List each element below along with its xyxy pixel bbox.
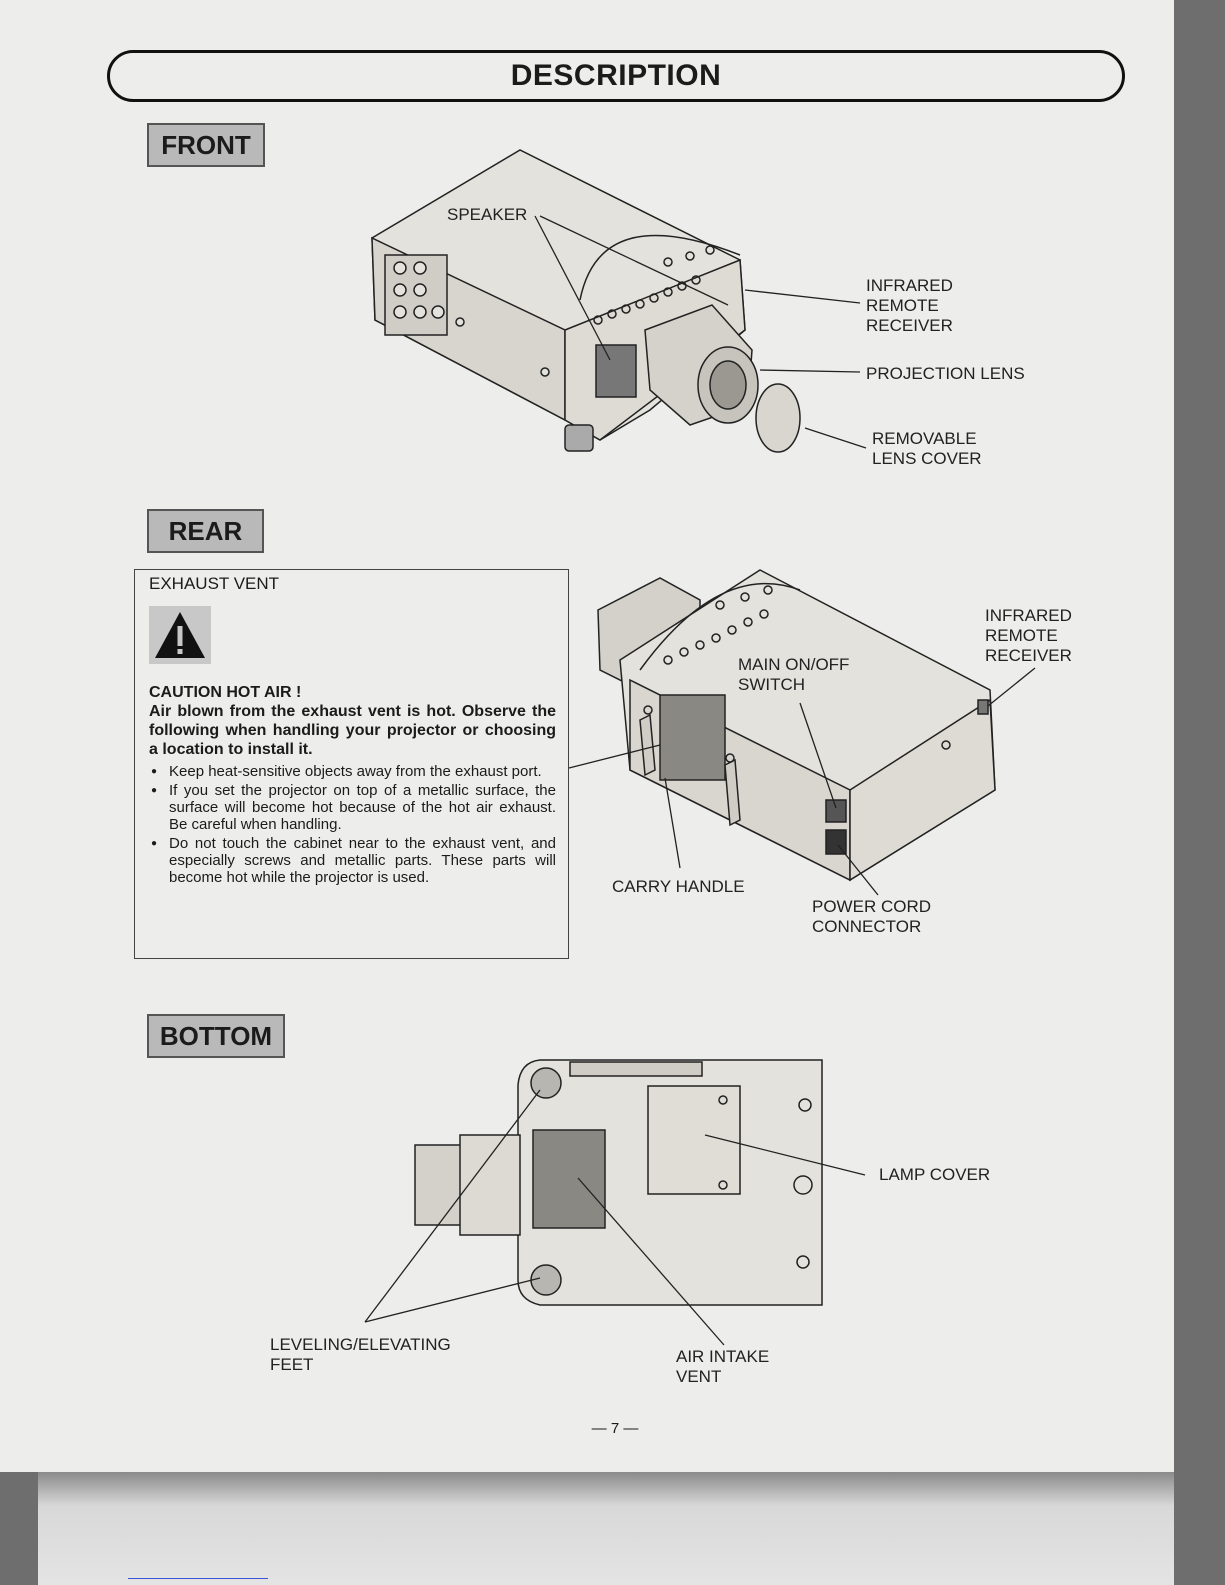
exhaust-vent-label: EXHAUST VENT bbox=[149, 574, 280, 593]
caution-bullet: ● Do not touch the cabinet near to the exhaust vent, and especially screws and metallic parts. These parts will become hot while the projector is used. bbox=[149, 835, 556, 886]
label-infrared-receiver-front: INFRARED REMOTE RECEIVER bbox=[866, 276, 953, 335]
label-main-switch: MAIN ON/OFF SWITCH bbox=[738, 655, 850, 694]
label-leveling-feet: LEVELING/ELEVATING FEET bbox=[270, 1335, 451, 1374]
caution-title: CAUTION HOT AIR ! bbox=[149, 684, 302, 701]
page-title: DESCRIPTION bbox=[510, 59, 722, 92]
label-projection-lens: PROJECTION LENS bbox=[866, 364, 1025, 383]
caution-bullet: ● If you set the projector on top of a metallic surface, the surface will become hot because of the hot air exhaust. Be careful when handling. bbox=[149, 782, 556, 833]
caution-bullet: ● Keep heat-sensitive objects away from the exhaust port. bbox=[149, 763, 556, 780]
label-lamp-cover: LAMP COVER bbox=[879, 1165, 991, 1184]
label-air-intake: AIR INTAKE VENT bbox=[676, 1347, 770, 1386]
caution-body: Air blown from the exhaust vent is hot. Observe the following when handling your projector or choosing a location to install it. bbox=[149, 703, 556, 758]
section-tab-bottom: BOTTOM bbox=[147, 1014, 285, 1058]
page-number: — 7 — bbox=[591, 1420, 639, 1437]
label-speaker: SPEAKER bbox=[447, 205, 528, 224]
label-lens-cover: REMOVABLE LENS COVER bbox=[872, 429, 982, 468]
label-carry-handle: CARRY HANDLE bbox=[612, 877, 745, 896]
section-tab-rear: REAR bbox=[147, 509, 264, 553]
label-infrared-receiver-rear: INFRARED REMOTE RECEIVER bbox=[985, 606, 1072, 665]
label-power-connector: POWER CORD CONNECTOR bbox=[812, 897, 931, 936]
section-tab-front: FRONT bbox=[147, 123, 265, 167]
